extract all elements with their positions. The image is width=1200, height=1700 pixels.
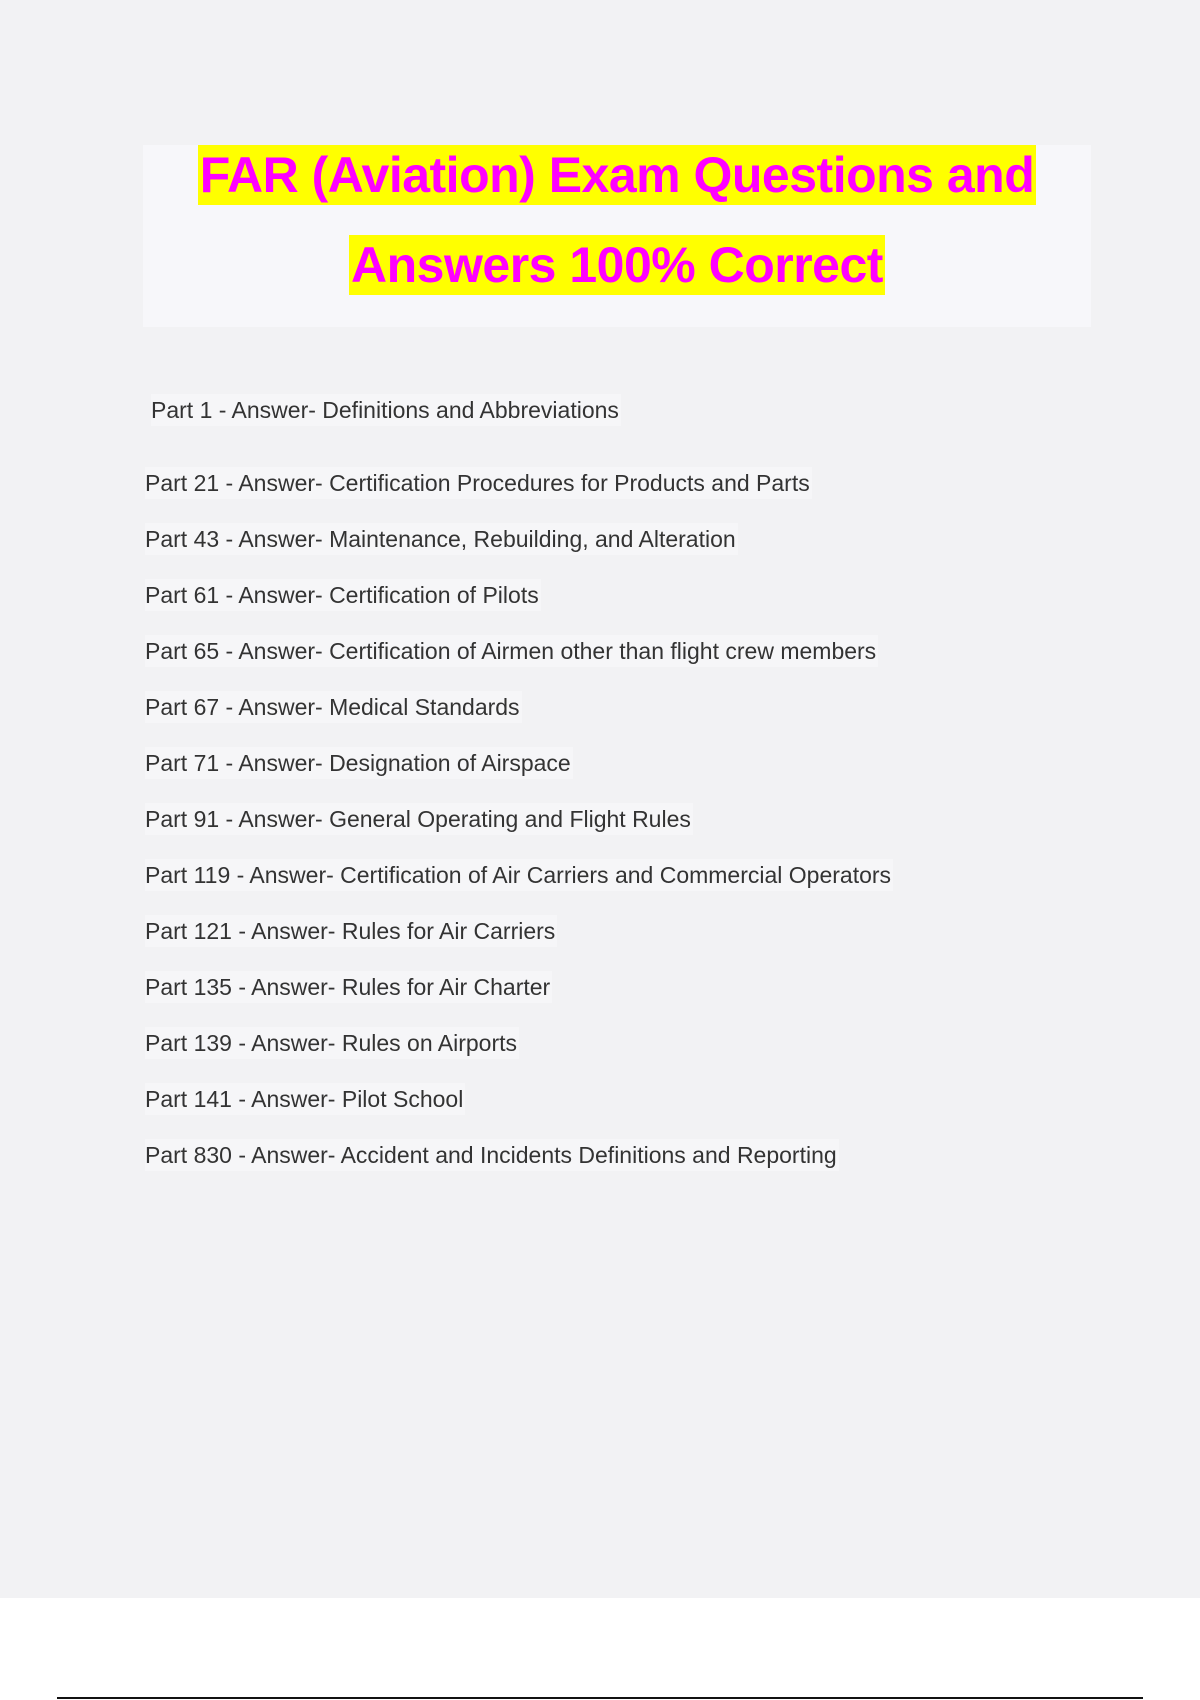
list-item	[145, 1027, 1045, 1083]
footer-divider	[57, 1697, 1143, 1699]
part-entry-text: Part 139 - Answer- Rules on Airports	[145, 1027, 519, 1059]
part-entry-text: Part 141 - Answer- Pilot School	[145, 1083, 465, 1115]
part-entry-text: Part 1 - Answer- Definitions and Abbreviations	[151, 394, 621, 426]
part-entry-text: Part 830 - Answer- Accident and Incidents Definitions and Reporting	[145, 1139, 839, 1171]
part-entry-text: Part 135 - Answer- Rules for Air Charter	[145, 971, 552, 1003]
part-entry-text: Part 91 - Answer- General Operating and Flight Rules	[145, 803, 693, 835]
list-item	[145, 394, 1045, 467]
title-banner	[143, 145, 1091, 327]
list-item	[145, 915, 1045, 971]
part-entry-text: Part 71 - Answer- Designation of Airspace	[145, 747, 573, 779]
list-item	[145, 803, 1045, 859]
list-item	[145, 635, 1045, 691]
list-item	[145, 691, 1045, 747]
part-entry-text: Part 21 - Answer- Certification Procedures for Products and Parts	[145, 467, 812, 499]
title-row-2	[143, 235, 1091, 295]
document-title-line-2: Answers 100% Correct	[351, 237, 883, 293]
far-parts-list	[145, 394, 1045, 1195]
list-item	[145, 523, 1045, 579]
part-entry-text: Part 65 - Answer- Certification of Airmen other than flight crew members	[145, 635, 878, 667]
list-item	[145, 747, 1045, 803]
part-entry-text: Part 119 - Answer- Certification of Air Carriers and Commercial Operators	[145, 859, 893, 891]
list-item	[145, 859, 1045, 915]
list-item	[145, 1083, 1045, 1139]
part-entry-text: Part 43 - Answer- Maintenance, Rebuilding, and Alteration	[145, 523, 738, 555]
list-item	[145, 1139, 1045, 1195]
part-entry-text: Part 67 - Answer- Medical Standards	[145, 691, 522, 723]
part-entry-text: Part 61 - Answer- Certification of Pilots	[145, 579, 541, 611]
list-item	[145, 971, 1045, 1027]
part-entry-text: Part 121 - Answer- Rules for Air Carriers	[145, 915, 557, 947]
document-title-line-1: FAR (Aviation) Exam Questions and	[199, 147, 1035, 203]
list-item	[145, 579, 1045, 635]
list-item	[145, 467, 1045, 523]
title-row-1	[143, 145, 1091, 205]
